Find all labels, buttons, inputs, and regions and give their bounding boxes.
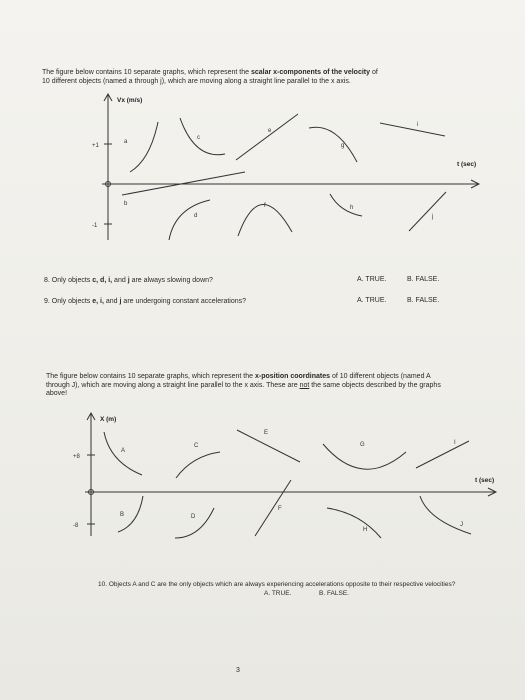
q9-last: j (119, 298, 122, 305)
curve-label-A: A (121, 448, 126, 454)
curve-E (237, 430, 300, 462)
part1-intro-a: The figure below contains 10 separate graphs, which represent the (42, 69, 251, 76)
q9-option-false[interactable]: B. FALSE. (407, 297, 440, 304)
curve-label-F: F (278, 506, 282, 512)
curve-label-i: i (417, 122, 419, 128)
part2-intro-line3: above! (46, 390, 68, 397)
page-number: 3 (236, 667, 240, 674)
q9-option-true[interactable]: A. TRUE. (357, 297, 387, 304)
curve-F (255, 480, 291, 536)
part2-intro-b: x-position coordinates (254, 373, 331, 380)
q8-option-false[interactable]: B. FALSE. (407, 276, 440, 283)
curve-label-j: j (432, 214, 434, 220)
q8-suffix: are always slowing down? (129, 277, 213, 284)
tick-minus8-label: -8 (73, 523, 79, 529)
curve-label-C: C (194, 443, 199, 449)
curve-label-g: g (341, 143, 345, 149)
tick-plus1-label: +1 (92, 143, 99, 149)
curve-label-b: b (124, 201, 128, 207)
part2-intro-e: the same objects described by the graphs (309, 381, 441, 389)
part2-intro-c: of 10 different objects (named A (330, 373, 431, 380)
q9-prefix: Only objects (49, 298, 93, 305)
curve-label-G: G (360, 442, 365, 448)
vx-axis-label: Vx (m/s) (117, 97, 143, 104)
curve-label-J: J (460, 522, 463, 528)
q8-last: j (127, 277, 130, 284)
part2-intro-not: not (299, 381, 310, 389)
curve-label-D: D (191, 514, 196, 520)
part2-intro-a: The figure below contains 10 separate graphs, which represent the (46, 373, 255, 380)
question-10: 10. Objects A and C are the only objects which are always experiencing accelerations opposite to their respective velocities? (98, 581, 456, 588)
x-axis-label: X (m) (100, 416, 117, 423)
curve-label-e: e (268, 128, 272, 134)
tick-plus8-label: +8 (73, 454, 80, 460)
curve-label-c: c (197, 135, 200, 141)
q8-prefix: Only objects (49, 277, 93, 284)
curve-D (175, 508, 214, 538)
curve-label-E: E (264, 430, 269, 436)
curve-J (420, 496, 471, 534)
curve-label-I: I (454, 440, 456, 446)
q10-option-false[interactable]: B. FALSE. (319, 590, 349, 597)
t-axis-label: t (sec) (457, 161, 477, 168)
tick-minus1-label: -1 (92, 223, 98, 229)
q9-suffix: are undergoing constant accelerations? (121, 298, 247, 305)
q8-number: 8. (44, 277, 50, 284)
part1-intro-b: scalar x-components of the velocity (250, 69, 371, 76)
q8-objects: c, d, i, (92, 277, 113, 284)
part1-intro-line2: 10 different objects (named a through j), which are moving along a straight line parallel to the x axis. (42, 77, 351, 85)
q8-mid: and (112, 277, 128, 284)
curve-C (176, 452, 220, 478)
q8-option-true[interactable]: A. TRUE. (357, 276, 387, 283)
q9-mid: and (103, 298, 120, 305)
curve-label-h: h (350, 205, 354, 211)
curve-label-f: f (264, 203, 266, 209)
q10-option-true[interactable]: A. TRUE. (264, 590, 292, 597)
curve-label-a: a (124, 139, 128, 145)
q9-number: 9. (44, 298, 50, 305)
part1-intro-c: of (370, 69, 378, 76)
curve-label-B: B (120, 512, 125, 518)
part2-intro-d: through J), which are moving along a straight line parallel to the x axis. These are (46, 381, 300, 389)
q9-objects: e, i, (92, 298, 104, 305)
curve-label-H: H (363, 527, 368, 533)
curve-H (327, 508, 381, 538)
curve-label-d: d (194, 213, 198, 219)
curve-I (416, 441, 469, 468)
time-axis-label: t (sec) (475, 477, 495, 484)
